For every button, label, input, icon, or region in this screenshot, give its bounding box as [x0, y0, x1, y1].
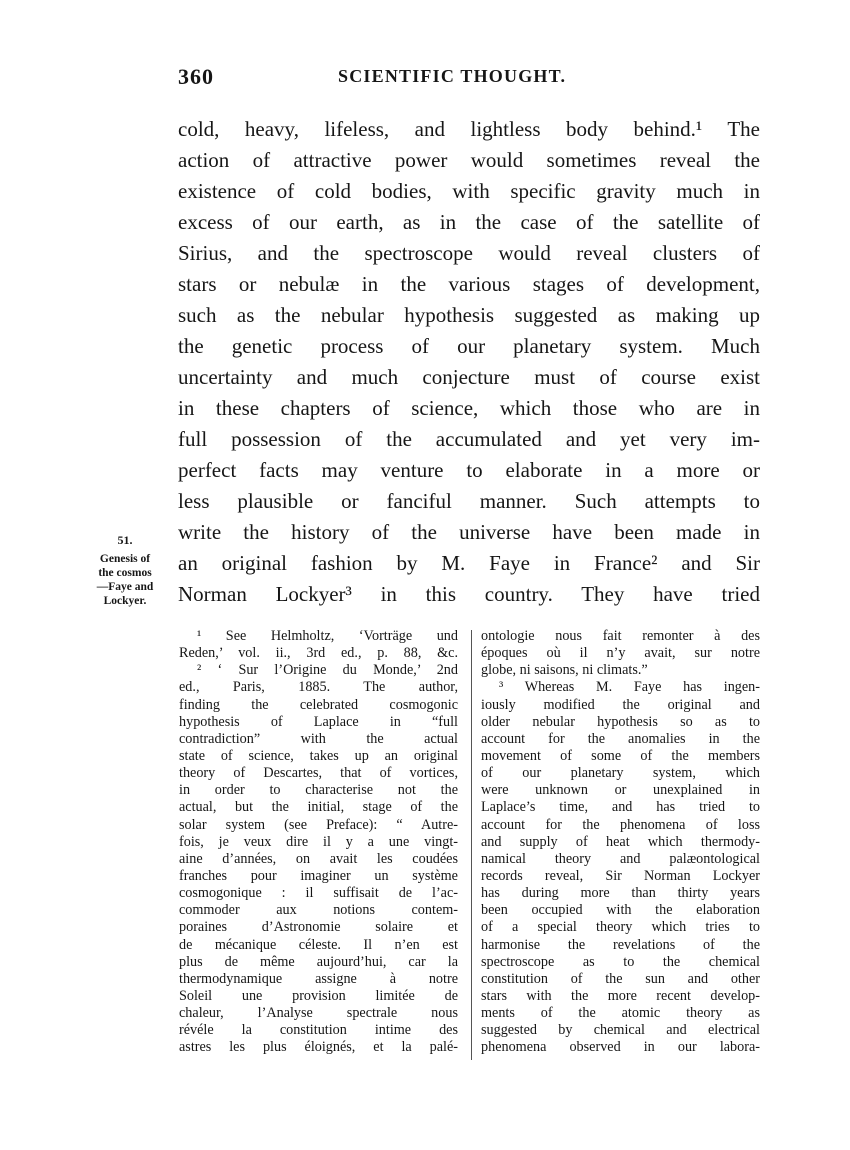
footnote-line: poraines d’Astronomie solaire et [179, 919, 458, 936]
body-line: uncertainty and much conjecture must of course exist [178, 365, 760, 389]
body-line: excess of our earth, as in the case of the satellite of [178, 210, 760, 234]
footnote-line: Soleil une provision limitée de [179, 987, 458, 1004]
margin-note-line: Genesis of [99, 553, 151, 565]
footnote-line: ontologie nous fait remonter à des [481, 628, 760, 644]
body-line: an original fashion by M. Faye in France² and Sir [178, 551, 760, 575]
body-line: existence of cold bodies, with specific gravity much in [178, 179, 760, 203]
footnote-line: ments of the atomic theory as [481, 1005, 760, 1022]
footnote-line: actual, but the initial, stage of the [179, 799, 458, 816]
body-line: Sirius, and the spectroscope would reveal clusters of [178, 241, 760, 265]
footnote-line: account for the anomalies in the [481, 730, 760, 747]
margin-note-line: the cosmos [98, 567, 152, 579]
body-line: Norman Lockyer³ in this country. They have tried [178, 582, 760, 606]
footnote-line: de mécanique céleste. Il n’en est [179, 936, 458, 953]
footnote-line: constitution of the sun and other [481, 970, 760, 987]
footnote-line: contradiction” with the actual [179, 730, 458, 747]
footnotes-right-column [481, 628, 760, 1057]
margin-note-line: Lockyer. [103, 595, 147, 607]
footnote-line: ² ‘ Sur l’Origine du Monde,’ 2nd [197, 662, 458, 679]
footnote-line: fois, je veux dire il y a une vingt- [179, 833, 458, 850]
footnote-line: Laplace’s time, and has tried to [481, 799, 760, 816]
footnote-line: ¹ See Helmholtz, ‘Vorträge und [197, 628, 458, 644]
body-line: less plausible or fanciful manner. Such attempts to [178, 489, 760, 513]
footnote-line: ³ Whereas M. Faye has ingen- [499, 679, 760, 696]
page-header [178, 64, 760, 92]
footnote-line: in order to characterise not the [179, 782, 458, 799]
footnote-line: astres les plus éloignés, et la palé- [179, 1039, 458, 1056]
footnote-line: époques où il n’y avait, sur notre [481, 645, 760, 662]
footnote-line: solar system (see Preface): “ Autre- [179, 816, 458, 833]
footnote-line: of a special theory which tries to [481, 919, 760, 936]
footnote-line: chaleur, l’Analyse spectrale nous [179, 1005, 458, 1022]
footnotes-left-column [179, 628, 458, 1057]
footnote-line: hypothesis of Laplace in “full [179, 713, 458, 730]
footnote-line: and supply of heat which thermody- [481, 833, 760, 850]
body-line: cold, heavy, lifeless, and lightless body behind.¹ The [178, 117, 760, 141]
margin-note-line: —Faye and [96, 581, 154, 593]
running-title: SCIENTIFIC THOUGHT. [338, 66, 567, 86]
footnote-line: ed., Paris, 1885. The author, [179, 679, 458, 696]
footnote-line: thermodynamique assigne à notre [179, 970, 458, 987]
footnote-line: records reveal, Sir Norman Lockyer [481, 867, 760, 884]
body-line: the genetic process of our planetary system. Much [178, 334, 760, 358]
column-divider [471, 630, 472, 1060]
footnote-line: aine d’années, on avait les coudées [179, 850, 458, 867]
body-line: perfect facts may venture to elaborate in a more or [178, 458, 760, 482]
footnote-line: spectroscope as to the chemical [481, 953, 760, 970]
body-line: such as the nebular hypothesis suggested as making up [178, 303, 760, 327]
footnote-line: movement of some of the members [481, 747, 760, 764]
margin-note [84, 533, 166, 608]
page-number: 360 [178, 64, 214, 89]
body-text [178, 114, 760, 610]
footnote-line: iously modified the original and [481, 696, 760, 713]
footnote-line: phenomena observed in our labora- [481, 1039, 760, 1056]
footnote-line: révéle la constitution intime des [179, 1022, 458, 1039]
footnote-line: finding the celebrated cosmogonic [179, 696, 458, 713]
body-line: action of attractive power would sometimes reveal the [178, 148, 760, 172]
footnote-line: stars with the more recent develop- [481, 987, 760, 1004]
body-line: full possession of the accumulated and yet very im- [178, 427, 760, 451]
footnote-line: were unknown or unexplained in [481, 782, 760, 799]
footnote-line: Reden,’ vol. ii., 3rd ed., p. 88, &c. [179, 645, 458, 662]
footnote-line: has during more than thirty years [481, 885, 760, 902]
footnote-line: franches pour imaginer un système [179, 867, 458, 884]
footnote-line: harmonise the revelations of the [481, 936, 760, 953]
footnote-line: namical theory and palæontological [481, 850, 760, 867]
footnote-line: theory of Descartes, that of vortices, [179, 765, 458, 782]
footnote-line: cosmogonique : il suffisait de l’ac- [179, 885, 458, 902]
footnote-line: commoder aux notions contem- [179, 902, 458, 919]
body-line: stars or nebulæ in the various stages of development, [178, 272, 760, 296]
footnote-line: globe, ni saisons, ni climats.” [481, 662, 648, 679]
margin-note-number: 51. [117, 533, 133, 547]
footnote-line: suggested by chemical and electrical [481, 1022, 760, 1039]
body-line: in these chapters of science, which those who are in [178, 396, 760, 420]
footnote-line: account for the phenomena of loss [481, 816, 760, 833]
body-line: write the history of the universe have been made in [178, 520, 760, 544]
footnote-line: older nebular hypothesis so as to [481, 713, 760, 730]
footnote-line: plus de même aujourd’hui, car la [179, 953, 458, 970]
footnote-line: been occupied with the elaboration [481, 902, 760, 919]
footnote-line: state of science, takes up an original [179, 747, 458, 764]
footnote-line: of our planetary system, which [481, 765, 760, 782]
